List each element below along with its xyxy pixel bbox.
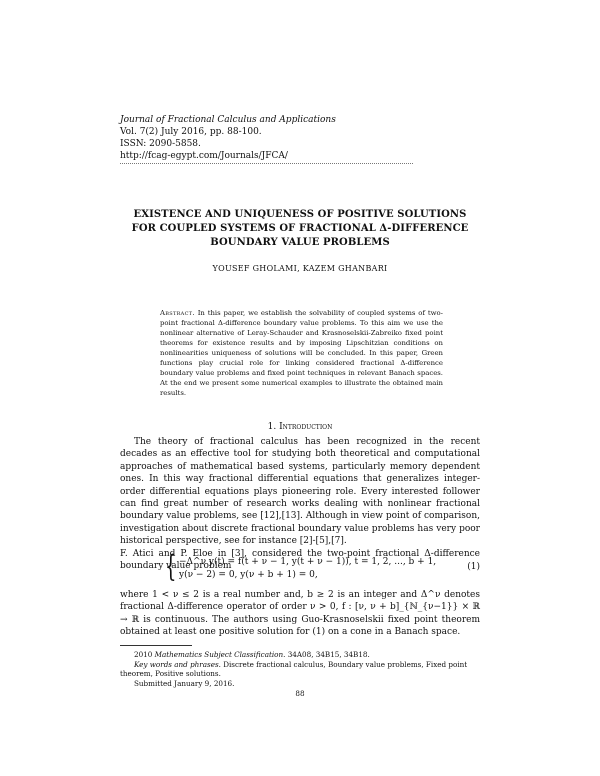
equation-line-1: −Δ^ν y(t) = f(t + ν − 1, y(t + ν − 1)), t = 1, 2, ..., b + 1,: [179, 557, 437, 567]
issn-line: ISSN: 2090-5858.: [120, 139, 201, 149]
journal-url[interactable]: http://fcag-egypt.com/Journals/JFCA/: [120, 151, 288, 161]
msc-footnote: [120, 650, 480, 660]
paragraph: where 1 < ν ≤ 2 is a real number and, b ≥ 2 is an integer and Δ^ν denotes fractional Δ-difference operator of order ν > 0, f : [ν, ν + b]_{ℕ_{ν−1}} × ℝ → ℝ is continuous. The authors using Guo-Krasnoselskii fixed point theorem obtained at least one positive solution for (1) on a cone in a Banach space.: [120, 590, 480, 638]
intro-text-continued: [120, 589, 480, 639]
title-line-2: FOR COUPLED SYSTEMS OF FRACTIONAL Δ-DIFFERENCE: [131, 223, 469, 234]
title-line-1: EXISTENCE AND UNIQUENESS OF POSITIVE SOLUTIONS: [133, 209, 467, 220]
paper-authors: YOUSEF GHOLAMI, KAZEM GHANBARI: [212, 264, 388, 273]
section-number: 1.: [267, 422, 277, 432]
paragraph: F. Atici and P. Eloe in [3], considered the two-point fractional Δ-difference boundary value problem: [120, 548, 480, 572]
equation-number: (1): [467, 562, 480, 572]
footnotes: [120, 650, 480, 688]
footnote-divider: [120, 645, 192, 646]
page-number: 88: [295, 689, 305, 698]
header-divider: [120, 163, 413, 164]
abstract-text: In this paper, we establish the solvability of coupled systems of two-point fractional Δ-difference boundary value problems. To this aim we use the nonlinear alternative of Leray-Schauder and Krasnoselskii-Zabreiko fixed point theorems for existence results and by imposing Lipschitzian conditions on nonlinearities uniqueness of solutions will be concluded. In this paper, Green functions play crucial role for linking considered fractional Δ-difference boundary value problems and fixed point techniques in relevant Banach spaces. At the end we present some numerical examples to illustrate the obtained main results.: [160, 309, 443, 397]
keywords-footnote: [120, 660, 480, 679]
equation-1: [165, 549, 485, 584]
keywords-text: Discrete fractional calculus, Boundary value problems, Fixed point theorem, Positive solutions.: [120, 659, 468, 679]
abstract-block: [160, 308, 443, 398]
submitted-date: Submitted January 9, 2016.: [134, 678, 235, 688]
abstract-label: Abstract.: [160, 309, 195, 317]
msc-codes: 34A08, 34B15, 34B18.: [287, 650, 370, 659]
equation-line-2: y(ν − 2) = 0, y(ν + b + 1) = 0,: [179, 570, 318, 580]
msc-label: Mathematics Subject Classification.: [154, 650, 286, 659]
paragraph: The theory of fractional calculus has been recognized in the recent decades as an effective tool for studying both theoretical and computational approaches of mathematical based systems, particularly memory dependent ones. In this way fractional differential equations that generalizes integer-order differential equations plays pioneering role. Every interested follower can find great number of research works dealing with nonlinear fractional boundary value problems, see [12],[13]. Although in view point of comparison, investigation about discrete fractional boundary value problems has very poor historical perspective, see for instance [2]-[5],[7].: [120, 437, 480, 547]
msc-year: 2010: [134, 650, 153, 659]
equation-brace: {: [165, 549, 177, 584]
section-title: Introduction: [279, 422, 333, 432]
volume-line: Vol. 7(2) July 2016, pp. 88-100.: [120, 127, 262, 137]
paper-title: [120, 208, 480, 250]
journal-header: [120, 114, 420, 162]
title-line-3: BOUNDARY VALUE PROBLEMS: [210, 237, 390, 248]
section-heading: [120, 422, 480, 432]
keywords-label: Key words and phrases.: [134, 659, 221, 669]
journal-name: Journal of Fractional Calculus and Applications: [120, 115, 336, 125]
